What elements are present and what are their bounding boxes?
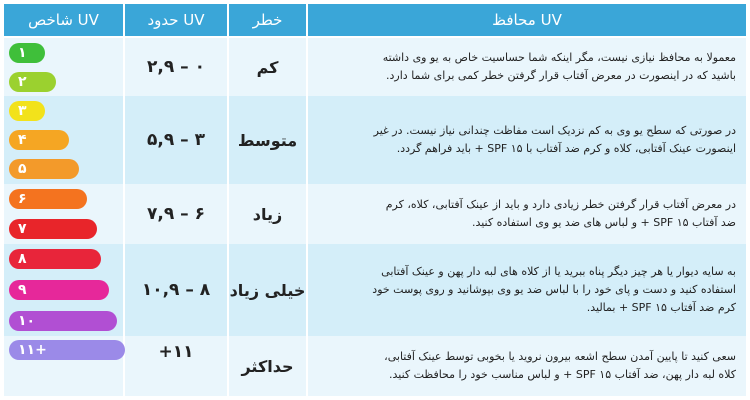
uv-index-cell [4, 38, 125, 96]
table-row-moderate [4, 96, 746, 184]
risk-value: خیلی زیاد [229, 280, 306, 300]
risk-value: حداکثر [241, 356, 294, 376]
uv-range-value: ۱۱+ [158, 342, 194, 362]
uv-range-value: ۳ – ۵,۹ [147, 130, 205, 150]
uv-range-value: ۰ – ۲,۹ [147, 57, 205, 77]
protection-cell [308, 336, 746, 396]
risk-cell [229, 38, 308, 96]
table-row-high [4, 184, 746, 244]
header-uv-protection: محافظ UV [308, 4, 746, 36]
uv-range-value: ۶ – ۷,۹ [147, 204, 205, 224]
uv-badge-7: ۷ [9, 219, 97, 239]
risk-cell [229, 184, 308, 244]
uv-badge-3: ۳ [9, 101, 45, 121]
risk-cell [229, 336, 308, 396]
uv-index-cell [4, 96, 125, 184]
uv-range-cell [125, 244, 229, 336]
uv-badge-10: ۱۰ [9, 311, 117, 331]
table-row-low [4, 38, 746, 96]
uv-badge-8: ۸ [9, 249, 101, 269]
header-uv-range: حدود UV [125, 4, 229, 36]
uv-badge-9: ۹ [9, 280, 109, 300]
protection-cell [308, 96, 746, 184]
uv-range-cell [125, 184, 229, 244]
uv-range-value: ۸ – ۱۰,۹ [141, 280, 211, 300]
table-header [4, 4, 746, 36]
uv-index-cell [4, 184, 125, 244]
table-row-extreme [4, 336, 746, 396]
uv-badge-1: ۱ [9, 43, 45, 63]
protection-text: معمولا به محافظ نیازی نیست، مگر اینکه شما حساسیت خاص به یو وی داشته باشید که در اینصورت در معرض آفتاب قرار گرفتن خطر کمی برای شما دارد. [382, 51, 736, 82]
uv-badge-11-plus: ۱۱+ [9, 340, 125, 360]
uv-badge-6: ۶ [9, 189, 87, 209]
protection-text: در صورتی که سطح یو وی به کم نزدیک است مفاظت چندانی نیاز نیست. در غیر اینصورت عینک آفتابی، کلاه و کرم ضد آفتاب با SPF ۱۵ + باید فراهم گردد. [373, 124, 736, 155]
uv-badge-4: ۴ [9, 130, 69, 150]
uv-range-cell [125, 38, 229, 96]
uv-range-cell [125, 96, 229, 184]
protection-text: در معرض آفتاب قرار گرفتن خطر زیادی دارد و باید از عینک آفتابی، کلاه، کرم ضد آفتاب SPF ۱۵ + و لباس های ضد یو وی استفاده کنید. [385, 198, 736, 229]
header-uv-index: شاخص UV [4, 4, 125, 36]
protection-cell [308, 38, 746, 96]
uv-index-cell [4, 244, 125, 336]
table-row-very-high [4, 244, 746, 336]
protection-text: به سایه دیوار یا هر چیز دیگر پناه ببرید یا از کلاه های لبه دار پهن و عینک آفتابی استفاده کنید و دست و پای خود را با لباس ضد یو وی بپوشانید و روی پوست خود کرم ضد آفتاب SPF ۱۵ + بمالید. [372, 265, 736, 314]
protection-cell [308, 244, 746, 336]
uv-badge-2: ۲ [9, 72, 56, 92]
uv-range-cell [125, 336, 229, 396]
protection-text: سعی کنید تا پایین آمدن سطح اشعه بیرون نروید یا بخوبی توسط عینک آفتابی، کلاه لبه دار پهن، ضد آفتاب SPF ۱۵ + و لباس مناسب خود را محافظت کنید. [384, 350, 736, 381]
risk-cell [229, 96, 308, 184]
risk-value: کم [256, 57, 279, 77]
uv-badge-5: ۵ [9, 159, 79, 179]
risk-value: زیاد [252, 204, 283, 224]
uv-index-cell [4, 336, 125, 396]
risk-cell [229, 244, 308, 336]
header-risk: خطر [229, 4, 308, 36]
protection-cell [308, 184, 746, 244]
risk-value: متوسط [237, 130, 298, 150]
